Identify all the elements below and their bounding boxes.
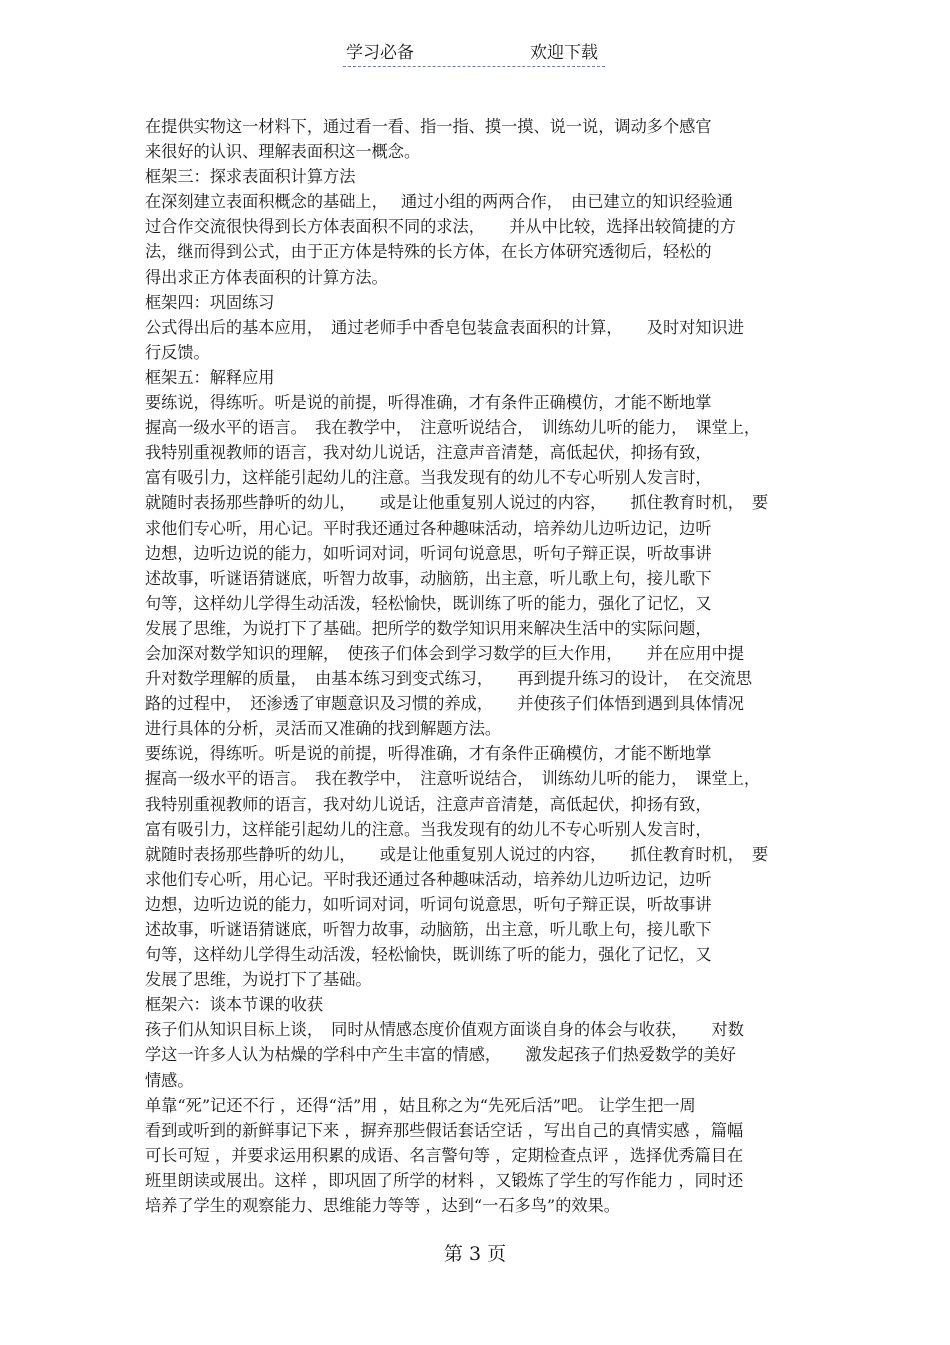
- text-line: 求他们专心听，用心记。平时我还通过各种趣味活动，培养幼儿边听边记，边听: [145, 869, 712, 889]
- text-line: 情感。: [145, 1070, 194, 1090]
- text-line: 法，继而得到公式，由于正方体是特殊的长方体，在长方体研究透彻后，轻松的: [145, 242, 712, 262]
- section-heading: 框架六：谈本节课的收获: [145, 995, 324, 1015]
- text-line: 句等，这样幼儿学得生动活泼，轻松愉快，既训练了听的能力，强化了记忆，又: [145, 945, 712, 965]
- text-line: 发展了思维，为说打下了基础。把所学的数学知识用来解决生活中的实际问题，: [145, 618, 712, 638]
- text-line: 述故事，听谜语猜谜底，听智力故事，动脑筋，出主意，听儿歌上句，接儿歌下: [145, 920, 712, 939]
- text-line: 会加深对数学知识的理解， 使孩子们体会到学习数学的巨大作用， 并在应用中提: [145, 643, 744, 663]
- section-heading: 框架四：巩固练习: [145, 292, 275, 312]
- page-number: 第 3 页: [443, 1243, 507, 1265]
- text-line: 我特别重视教师的语言，我对幼儿说话，注意声音清楚，高低起伏，抑扬有致，: [145, 794, 712, 814]
- text-line: 看到或听到的新鲜事记下来 ，摒弃那些假话套话空话 ，写出自己的真情实感 ，篇幅: [145, 1120, 744, 1140]
- header-left-text: 学习必备: [346, 43, 414, 63]
- text-line: 边想，边听边说的能力，如听词对词，听词句说意思，听句子辩正误，听故事讲: [145, 894, 712, 914]
- text-line: 公式得出后的基本应用， 通过老师手中香皂包装盒表面积的计算， 及时对知识进: [145, 317, 744, 337]
- text-line: 求他们专心听，用心记。平时我还通过各种趣味活动，培养幼儿边听边记，边听: [145, 518, 712, 538]
- text-line: 进行具体的分析，灵活而又准确的找到解题方法。: [145, 719, 502, 739]
- text-line: 班里朗读或展出。这样 ，即巩固了所学的材料 ，又锻炼了学生的写作能力 ，同时还: [145, 1170, 744, 1190]
- text-line: 发展了思维，为说打下了基础。: [145, 970, 372, 990]
- section-heading: 框架五：解释应用: [145, 367, 275, 387]
- header-right-text: 欢迎下载: [530, 43, 598, 63]
- text-line: 过合作交流很快得到长方体表面积不同的求法， 并从中比较，选择出较简捷的方: [145, 217, 736, 237]
- text-line: 边想，边听边说的能力，如听词对词，听词句说意思，听句子辩正误，听故事讲: [145, 543, 712, 563]
- text-line: 孩子们从知识目标上谈， 同时从情感态度价值观方面谈自身的体会与收获， 对数: [145, 1020, 744, 1040]
- text-line: 可长可短 ，并要求运用积累的成语、名言警句等 ，定期检查点评 ，选择优秀篇目在: [145, 1145, 744, 1165]
- text-line: 要练说，得练听。听是说的前提，听得准确，才有条件正确模仿，才能不断地掌: [145, 744, 712, 764]
- text-line: 句等，这样幼儿学得生动活泼，轻松愉快，既训练了听的能力，强化了记忆，又: [145, 593, 712, 613]
- document-body: [145, 114, 805, 1218]
- text-line: 得出求正方体表面积的计算方法。: [145, 267, 388, 287]
- text-line: 就随时表扬那些静听的幼儿， 或是让他重复别人说过的内容， 抓住教育时机， 要: [145, 493, 769, 513]
- section-heading: 框架三：探求表面积计算方法: [145, 167, 356, 187]
- text-line: 培养了学生的观察能力、思维能力等等 ，达到“一石多鸟”的效果。: [145, 1196, 620, 1216]
- text-line: 单靠“死”记还不行 ，还得“活”用 ，姑且称之为“先死后活”吧。 让学生把一周: [145, 1095, 696, 1115]
- text-line: 行反馈。: [145, 342, 210, 362]
- text-line: 我特别重视教师的语言，我对幼儿说话，注意声音清楚，高低起伏，抑扬有致，: [145, 443, 712, 463]
- text-line: 升对数学理解的质量， 由基本练习到变式练习， 再到提升练习的设计， 在交流思: [145, 669, 753, 689]
- text-line: 在提供实物这一材料下，通过看一看、指一指、摸一摸、说一说，调动多个感官: [145, 117, 712, 136]
- text-line: 富有吸引力，这样能引起幼儿的注意。当我发现有的幼儿不专心听别人发言时，: [145, 468, 712, 488]
- page-header: [343, 40, 605, 67]
- text-line: 在深刻建立表面积概念的基础上， 通过小组的两两合作， 由已建立的知识经验通: [145, 192, 733, 212]
- text-line: 路的过程中， 还渗透了审题意识及习惯的养成， 并使孩子们体悟到遇到具体情况: [145, 694, 744, 714]
- text-line: 富有吸引力，这样能引起幼儿的注意。当我发现有的幼儿不专心听别人发言时，: [145, 819, 712, 839]
- text-line: 就随时表扬那些静听的幼儿， 或是让他重复别人说过的内容， 抓住教育时机， 要: [145, 844, 769, 864]
- text-line: 要练说，得练听。听是说的前提，听得准确，才有条件正确模仿，才能不断地掌: [145, 393, 712, 413]
- text-line: 学这一许多人认为枯燥的学科中产生丰富的情感， 激发起孩子们热爱数学的美好: [145, 1045, 736, 1065]
- text-line: 来很好的认识、理解表面积这一概念。: [145, 142, 421, 162]
- text-line: 握高一级水平的语言。 我在教学中， 注意听说结合， 训练幼儿听的能力， 课堂上，: [145, 418, 761, 438]
- text-line: 述故事，听谜语猜谜底，听智力故事，动脑筋，出主意，听儿歌上句，接儿歌下: [145, 568, 712, 588]
- text-line: 握高一级水平的语言。 我在教学中， 注意听说结合， 训练幼儿听的能力， 课堂上，: [145, 769, 761, 789]
